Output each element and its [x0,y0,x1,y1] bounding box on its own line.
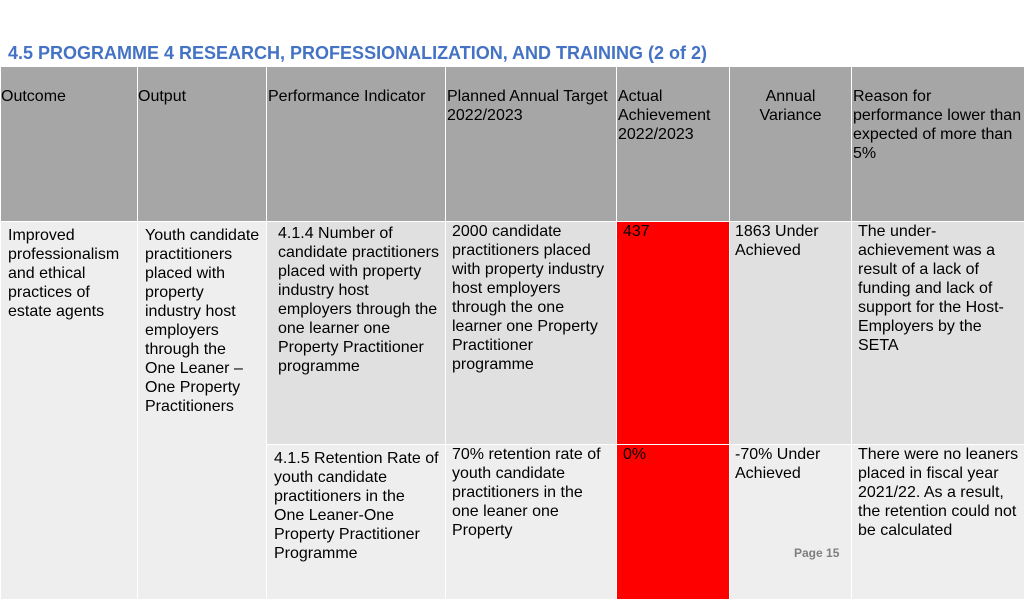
actual-cell: 437 [617,222,730,445]
header-variance: Annual Variance [730,67,852,222]
indicator-cell: 4.1.4 Number of candidate practitioners placed with property industry host employers through the one learner one Property Practitioner programme [267,222,446,445]
header-outcome: Outcome [1,67,138,222]
actual-cell: 0% [617,445,730,600]
page-title: 4.5 PROGRAMME 4 RESEARCH, PROFESSIONALIZATION, AND TRAINING (2 of 2) [8,43,707,64]
header-output: Output [138,67,267,222]
target-cell: 2000 candidate practitioners placed with property industry host employers through the one learner one Property Practitioner programme [446,222,617,445]
variance-cell: -70% Under Achieved [730,445,852,600]
page-number: Page 15 [794,546,839,560]
header-row [1,67,1024,222]
table-row [1,222,1024,445]
target-cell: 70% retention rate of youth candidate practitioners in the one leaner one Property [446,445,617,600]
output-cell: Youth candidate practitioners placed with property industry host employers through the One Leaner – One Property Practitioners [138,222,267,600]
reason-cell: The under-achievement was a result of a lack of funding and lack of support for the Host-Employers by the SETA [852,222,1024,445]
header-indicator: Performance Indicator [267,67,446,222]
variance-cell: 1863 Under Achieved [730,222,852,445]
header-actual: Actual Achievement 2022/2023 [617,67,730,222]
header-reason: Reason for performance lower than expected of more than 5% [852,67,1024,222]
header-target: Planned Annual Target 2022/2023 [446,67,617,222]
reason-cell: There were no leaners placed in fiscal year 2021/22. As a result, the retention could not be calculated [852,445,1024,600]
indicator-cell: 4.1.5 Retention Rate of youth candidate practitioners in the One Leaner-One Property Practitioner Programme [267,445,446,600]
performance-table [0,66,1024,600]
outcome-cell: Improved professionalism and ethical practices of estate agents [1,222,138,600]
